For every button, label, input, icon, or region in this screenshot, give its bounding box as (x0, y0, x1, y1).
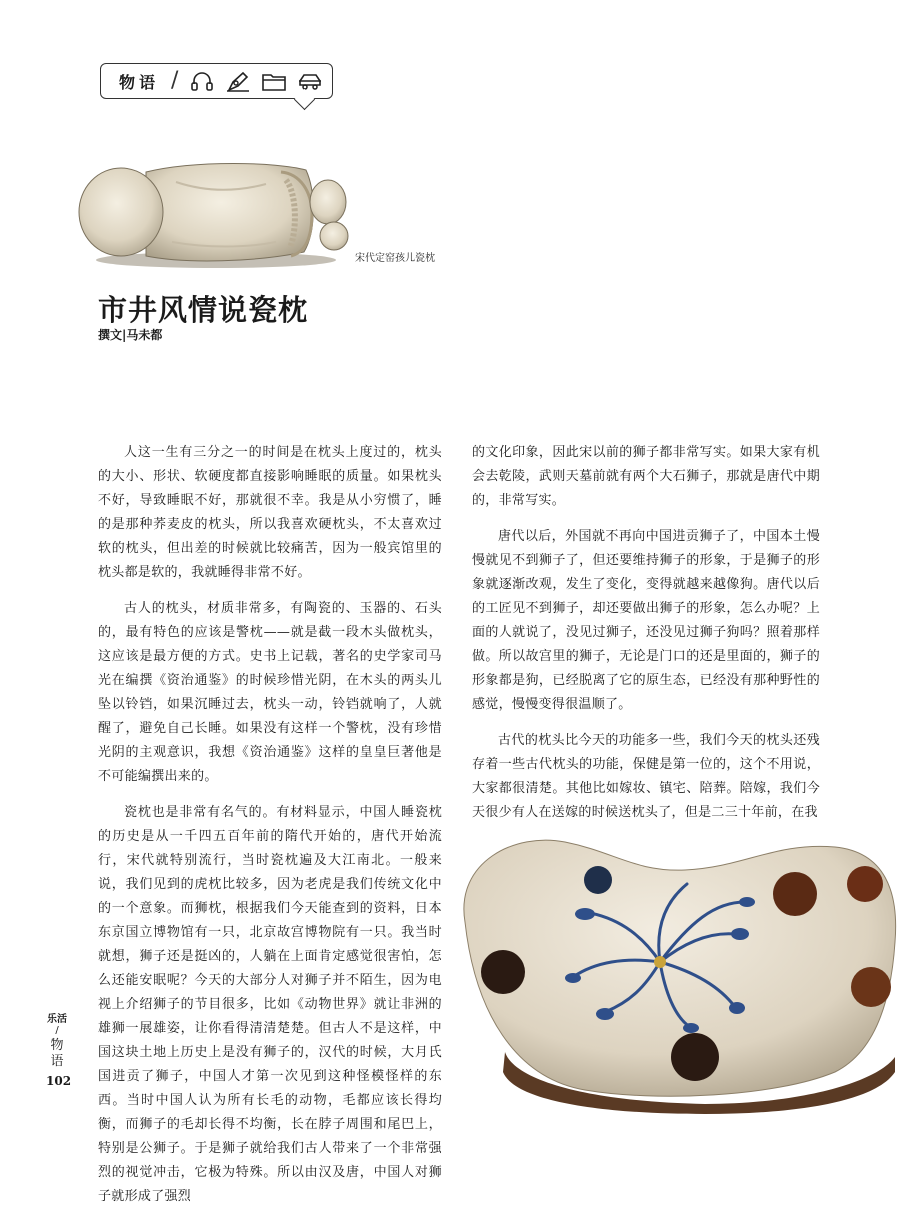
article-byline: 撰文|马未都 (98, 328, 163, 342)
paragraph: 瓷枕也是非常有名气的。有材料显示，中国人睡瓷枕的历史是从一千四五百年前的隋代开始的，唐代开始流行，宋代就特别流行，当时瓷枕遍及大江南北。一般来说，我们见到的虎枕比较多，因为老虎是我们传统文化中的一个意象。而狮枕，根据我们今天能查到的资料，日本东京国立博物馆有一只，北京故宫博物院有一只。我当时就想，狮子还是挺凶的，人躺在上面肯定感觉很害怕，怎么还能安眠呢？今天的大部分人对狮子并不陌生，因为电视上介绍狮子的节目很多，比如《动物世界》就让非洲的雄狮一展雄姿，让你看得清清楚楚。但古人不是这样，中国这块土地上历史上是没有狮子的，汉代的时候，大月氏国进贡了狮子，中国人才第一次见到这种怪模怪样的东西。当时中国人认为所有长毛的动物，毛都应该长得均衡，而狮子的毛却长得不均衡，长在脖子周围和尾巴上，特别是公狮子。于是狮子就给我们古人带来了一个非常强烈的视觉冲击，它极为特殊。所以由汉及唐，中国人对狮子就形成了强烈 (98, 805, 442, 1204)
paragraph: 唐代以后，外国就不再向中国进贡狮子了，中国本土慢慢就见不到狮子了，但还要维持狮子的形象，于是狮子的形象就逐渐改观，发生了变化，变得就越来越像狗。唐代以后的工匠见不到狮子，却还要做出狮子的形象，怎么办呢？上面的人就说了，没见过狮子，还没见过狮子狗吗？照着那样做。所以故宫里的狮子，无论是门口的还是里面的，狮子的形象都是狗，已经脱离了它的原生态，已经没有那种野性的感觉，慢慢变得很温顺了。 (472, 529, 820, 712)
folio-divider: / (55, 1025, 59, 1036)
article-column-left (98, 441, 442, 1221)
car-icon (297, 70, 323, 92)
section-header (100, 63, 333, 99)
paragraph: 的文化印象，因此宋以前的狮子都非常写实。如果大家有机会去乾陵，武则天墓前就有两个大石狮子，那就是唐代中期的，非常写实。 (472, 445, 820, 508)
folder-icon (261, 70, 287, 92)
porcelain-pillow-photo (455, 822, 899, 1114)
headphones-icon (189, 70, 215, 92)
header-divider: / (171, 68, 179, 93)
paragraph: 人这一生有三分之一的时间是在枕头上度过的，枕头的大小、形状、软硬度都直接影响睡眠的质量。如果枕头不好，导致睡眠不好，那就很不幸。我是从小穷惯了，睡的是那种荞麦皮的枕头，所以我喜欢硬枕头，不太喜欢过软的枕头，但出差的时候就比较痛苦，因为一般宾馆里的枕头都是软的，我就睡得非常不好。 (98, 445, 442, 580)
paragraph: 古代的枕头比今天的功能多一些，我们今天的枕头还残存着一些古代枕头的功能，保健是第一位的，这个不用说，大家都很清楚。其他比如嫁妆、镇宅、陪葬。陪嫁，我们今天很少有人在送嫁的时候送枕头了，但是二三十年前，在我 (472, 733, 820, 820)
page-number: 102 (46, 1074, 72, 1088)
article-column-right (472, 441, 820, 837)
child-pillow-photo (76, 152, 352, 270)
article-title: 市井风情说瓷枕 (98, 293, 309, 327)
pen-icon (225, 70, 251, 92)
paragraph: 古人的枕头，材质非常多，有陶瓷的、玉器的、石头的，最有特色的应该是警枕——就是截一段木头做枕头，这应该是最方便的方式。史书上记载，著名的史学家司马光在编撰《资治通鉴》的时候珍惜光阴，在木头的两头儿坠以铃铛，如果沉睡过去，枕头一动，铃铛就响了，人就醒了，避免自己长睡。如果没有这样一个警枕，没有珍惜光阴的主观意识，我想《资治通鉴》这样的皇皇巨著他是不可能编撰出来的。 (98, 601, 442, 784)
photo-caption: 宋代定窑孩儿瓷枕 (355, 253, 435, 264)
folio-section: 物 语 (50, 1038, 64, 1069)
page-folio (46, 1014, 72, 1088)
section-name: 物语 (119, 73, 160, 92)
header-box-tail (294, 89, 315, 110)
magazine-brand: 乐活 (47, 1014, 67, 1025)
